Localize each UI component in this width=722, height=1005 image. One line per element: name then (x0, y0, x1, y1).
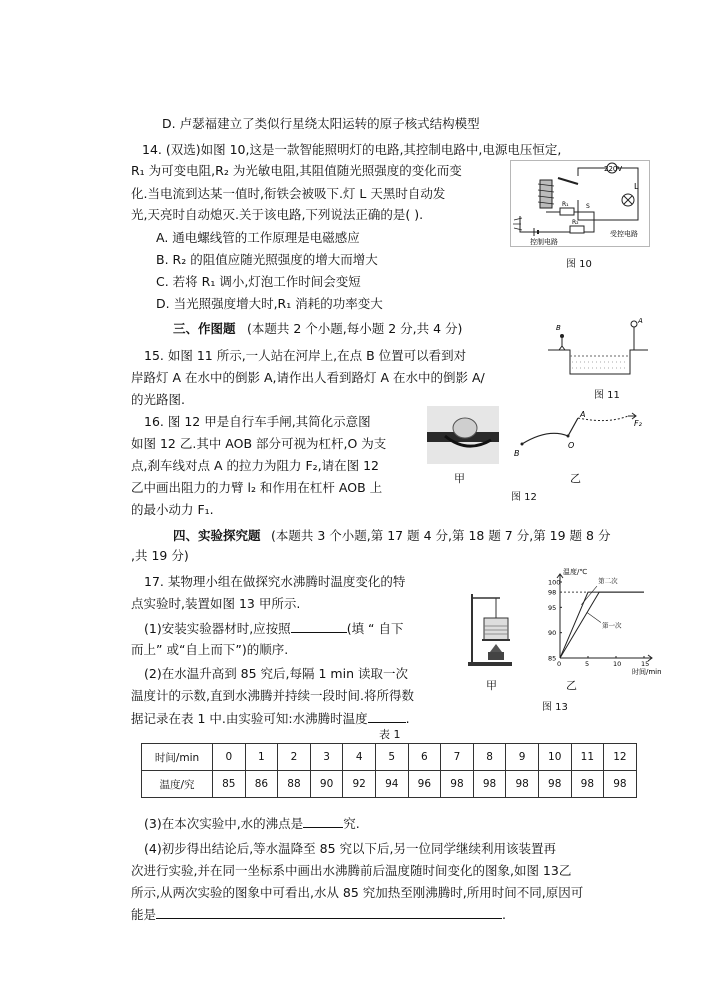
fig10-lamp-label: L (634, 182, 639, 191)
q15-text-line3: 的光路图. (131, 392, 185, 407)
table-1-caption: 表 1 (379, 728, 401, 741)
table-cell: 8 (473, 744, 506, 771)
table-cell: 96 (408, 771, 441, 798)
q16-text-line4: 乙中画出阻力的力臂 l₂ 和作用在杠杆 AOB 上 (131, 480, 383, 495)
table-cell: 11 (571, 744, 604, 771)
q17-part3-blank[interactable] (303, 815, 343, 828)
q16-text-line3: 点,刹车线对点 A 的拉力为阻力 F₂,请在图 12 (131, 458, 379, 473)
chart-series-leader (587, 612, 601, 622)
q17-part4-text: 能是 (131, 907, 157, 922)
q14-text-line3: 化.当电流到达某一值时,衔铁会被吸下.灯 L 天黑时自动发 (131, 186, 446, 201)
chart-x-axis-label: 时间/min (632, 668, 662, 676)
table-cell: 86 (245, 771, 278, 798)
table-row-time (142, 744, 637, 771)
figure-10-caption: 图 10 (566, 259, 592, 270)
fig12-label-f2: F₂ (634, 419, 642, 428)
q14-text-line1: 14. (双选)如图 10,这是一款智能照明灯的电路,其控制电路中,电源电压恒定, (142, 142, 562, 157)
q17-part1-line1 (144, 620, 404, 638)
q14-option-c: C. 若将 R₁ 调小,灯泡工作时间会变短 (156, 274, 361, 289)
table-row-temp (142, 771, 637, 798)
table-cell: 4 (343, 744, 376, 771)
q17-part3-text: (3)在本次实验中,水的沸点是 (144, 816, 304, 831)
fig12-label-o: O (568, 441, 575, 450)
table-cell: 12 (604, 744, 637, 771)
table-cell: 98 (441, 771, 474, 798)
table-cell: 6 (408, 744, 441, 771)
table-cell: 3 (310, 744, 343, 771)
section-3-title: 三、作图题 (173, 321, 236, 336)
table-cell: 10 (538, 744, 571, 771)
section-4-note: (本题共 3 个小题,第 17 题 4 分,第 18 题 7 分,第 19 题 8 分 (271, 528, 611, 543)
q17-part4-line1: (4)初步得出结论后,等水温降至 85 究以下后,另一位同学继续利用该装置再 (144, 841, 557, 856)
fig10-r2-label: R₂ (572, 219, 579, 226)
table-cell: 0 (213, 744, 246, 771)
table-cell: 98 (473, 771, 506, 798)
q17-part4-line3: 所示,从两次实验的图象中可看出,水从 85 究加热至刚沸腾时,所用时间不同,原因可 (131, 885, 584, 900)
table-cell: 85 (213, 771, 246, 798)
q17-part2-line1: (2)在水温升高到 85 究后,每隔 1 min 读取一次 (144, 666, 408, 681)
figure-12-jia-label: 甲 (454, 472, 465, 485)
q15-text-line1: 15. 如图 11 所示,一人站在河岸上,在点 B 位置可以看到对 (144, 348, 467, 363)
section-4-note-line2: ,共 19 分) (131, 548, 189, 563)
chart-x-tick-label: 0 (557, 660, 562, 668)
chart-x-tick-label: 10 (613, 660, 622, 668)
table-cell: 98 (506, 771, 539, 798)
fig10-controlled-label: 受控电路 (610, 230, 638, 238)
figure-11-river (548, 317, 648, 380)
q17-part2-blank[interactable] (368, 710, 406, 723)
table-cell: 1 (245, 744, 278, 771)
q17-part3-line (144, 815, 360, 833)
q16-text-line2: 如图 12 乙.其中 AOB 部分可视为杠杆,O 为支 (131, 436, 387, 451)
q14-option-a: A. 通电螺线管的工作原理是电磁感应 (156, 230, 360, 245)
q17-part1-text-b: (填 “ 自下 (346, 621, 404, 636)
fig10-r1-label: R₁ (562, 201, 569, 208)
section-4-title: 四、实验探究题 (173, 528, 261, 543)
q17-part3-text-b: 究. (343, 816, 360, 831)
figure-11-caption: 图 11 (594, 390, 620, 401)
q17-text-line2: 点实验时,装置如图 13 甲所示. (131, 596, 301, 611)
figure-12-bike-brake-photo (427, 406, 499, 464)
q17-part4-line2: 次进行实验,并在同一坐标系中画出水沸腾前后温度随时间变化的图象,如图 13乙 (131, 863, 572, 878)
table-cell: 7 (441, 744, 474, 771)
chart-y-tick-label: 85 (548, 654, 557, 663)
q15-text-line2: 岸路灯 A 在水中的倒影 A,请作出人看到路灯 A 在水中的倒影 A/ (131, 370, 485, 385)
figure-10-circuit (510, 160, 650, 248)
q17-part2-line3: 据记录在表 1 中.由实验可知:水沸腾时温度 . (131, 711, 410, 726)
chart-series-label: 第一次 (602, 621, 622, 630)
figure-13-jia-label: 甲 (486, 679, 497, 692)
table-cell: 98 (538, 771, 571, 798)
table-row-label: 温度/究 (142, 771, 213, 798)
q16-text-line5: 的最小动力 F₁. (131, 502, 214, 517)
table-cell: 9 (506, 744, 539, 771)
fig10-voltage: 220V (604, 165, 623, 173)
table-cell: 2 (278, 744, 311, 771)
table-cell: 5 (375, 744, 408, 771)
figure-12-caption: 图 12 (511, 492, 537, 503)
figure-13-yi-label: 乙 (566, 679, 577, 692)
figure-12-yi-label: 乙 (570, 472, 581, 485)
chart-x-tick-label: 15 (641, 660, 650, 668)
q17-part1-blank[interactable] (291, 620, 347, 633)
q17-part1-text: (1)安装实验器材时,应按照 (144, 621, 291, 636)
fig11-label-a: A (638, 317, 643, 325)
table-row-label: 时间/min (142, 744, 213, 771)
section-3-note: (本题共 2 个小题,每小题 2 分,共 4 分) (247, 321, 463, 336)
q17-part4-line4: 能是 . (131, 907, 506, 922)
table-cell: 88 (278, 771, 311, 798)
fig12-label-a: A (580, 410, 586, 419)
q14-option-b: B. R₂ 的阻值应随光照强度的增大而增大 (156, 252, 378, 267)
figure-13-apparatus (466, 590, 518, 668)
chart-y-tick-label: 90 (548, 629, 557, 638)
figure-13-chart (530, 566, 665, 674)
chart-series-leader (581, 586, 597, 605)
table-cell: 90 (310, 771, 343, 798)
q14-text-line4: 光,天亮时自动熄灭.关于该电路,下列说法正确的是( ). (131, 207, 424, 222)
fig10-control-label: 控制电路 (530, 238, 558, 246)
chart-y-tick-label: 100 (548, 578, 561, 587)
chart-y-axis-label: 温度/℃ (563, 568, 588, 576)
figure-12-lever-diagram (508, 410, 646, 470)
table-cell: 98 (604, 771, 637, 798)
table-cell: 98 (571, 771, 604, 798)
chart-series-label: 第二次 (598, 577, 618, 586)
q14-text-line2: R₁ 为可变电阻,R₂ 为光敏电阻,其阻值随光照强度的变化而变 (131, 163, 462, 178)
chart-x-tick-label: 5 (585, 660, 590, 668)
q17-part4-blank[interactable] (156, 906, 502, 919)
fig10-s-label: S (586, 203, 590, 210)
q14-option-d: D. 当光照强度增大时,R₁ 消耗的功率变大 (156, 296, 383, 311)
q17-part1-line2: 而上” 或“自上而下”)的顺序. (131, 642, 289, 657)
table-1 (141, 743, 637, 798)
fig12-label-b: B (514, 449, 520, 458)
option-d-line: D. 卢瑟福建立了类似行星绕太阳运转的原子核式结构模型 (162, 116, 480, 131)
table-cell: 94 (375, 771, 408, 798)
q17-part2-text: 据记录在表 1 中.由实验可知:水沸腾时温度 (131, 711, 368, 726)
q17-part2-line2: 温度计的示数,直到水沸腾并持续一段时间.将所得数 (131, 688, 414, 703)
table-cell: 92 (343, 771, 376, 798)
q17-text-line1: 17. 某物理小组在做探究水沸腾时温度变化的特 (144, 574, 406, 589)
q16-text-line1: 16. 图 12 甲是自行车手闸,其简化示意图 (144, 414, 371, 429)
chart-y-tick-label: 95 (548, 603, 557, 612)
fig11-label-b: B (556, 324, 561, 332)
figure-13-caption: 图 13 (542, 702, 568, 713)
chart-y-tick-label: 98 (548, 588, 557, 597)
